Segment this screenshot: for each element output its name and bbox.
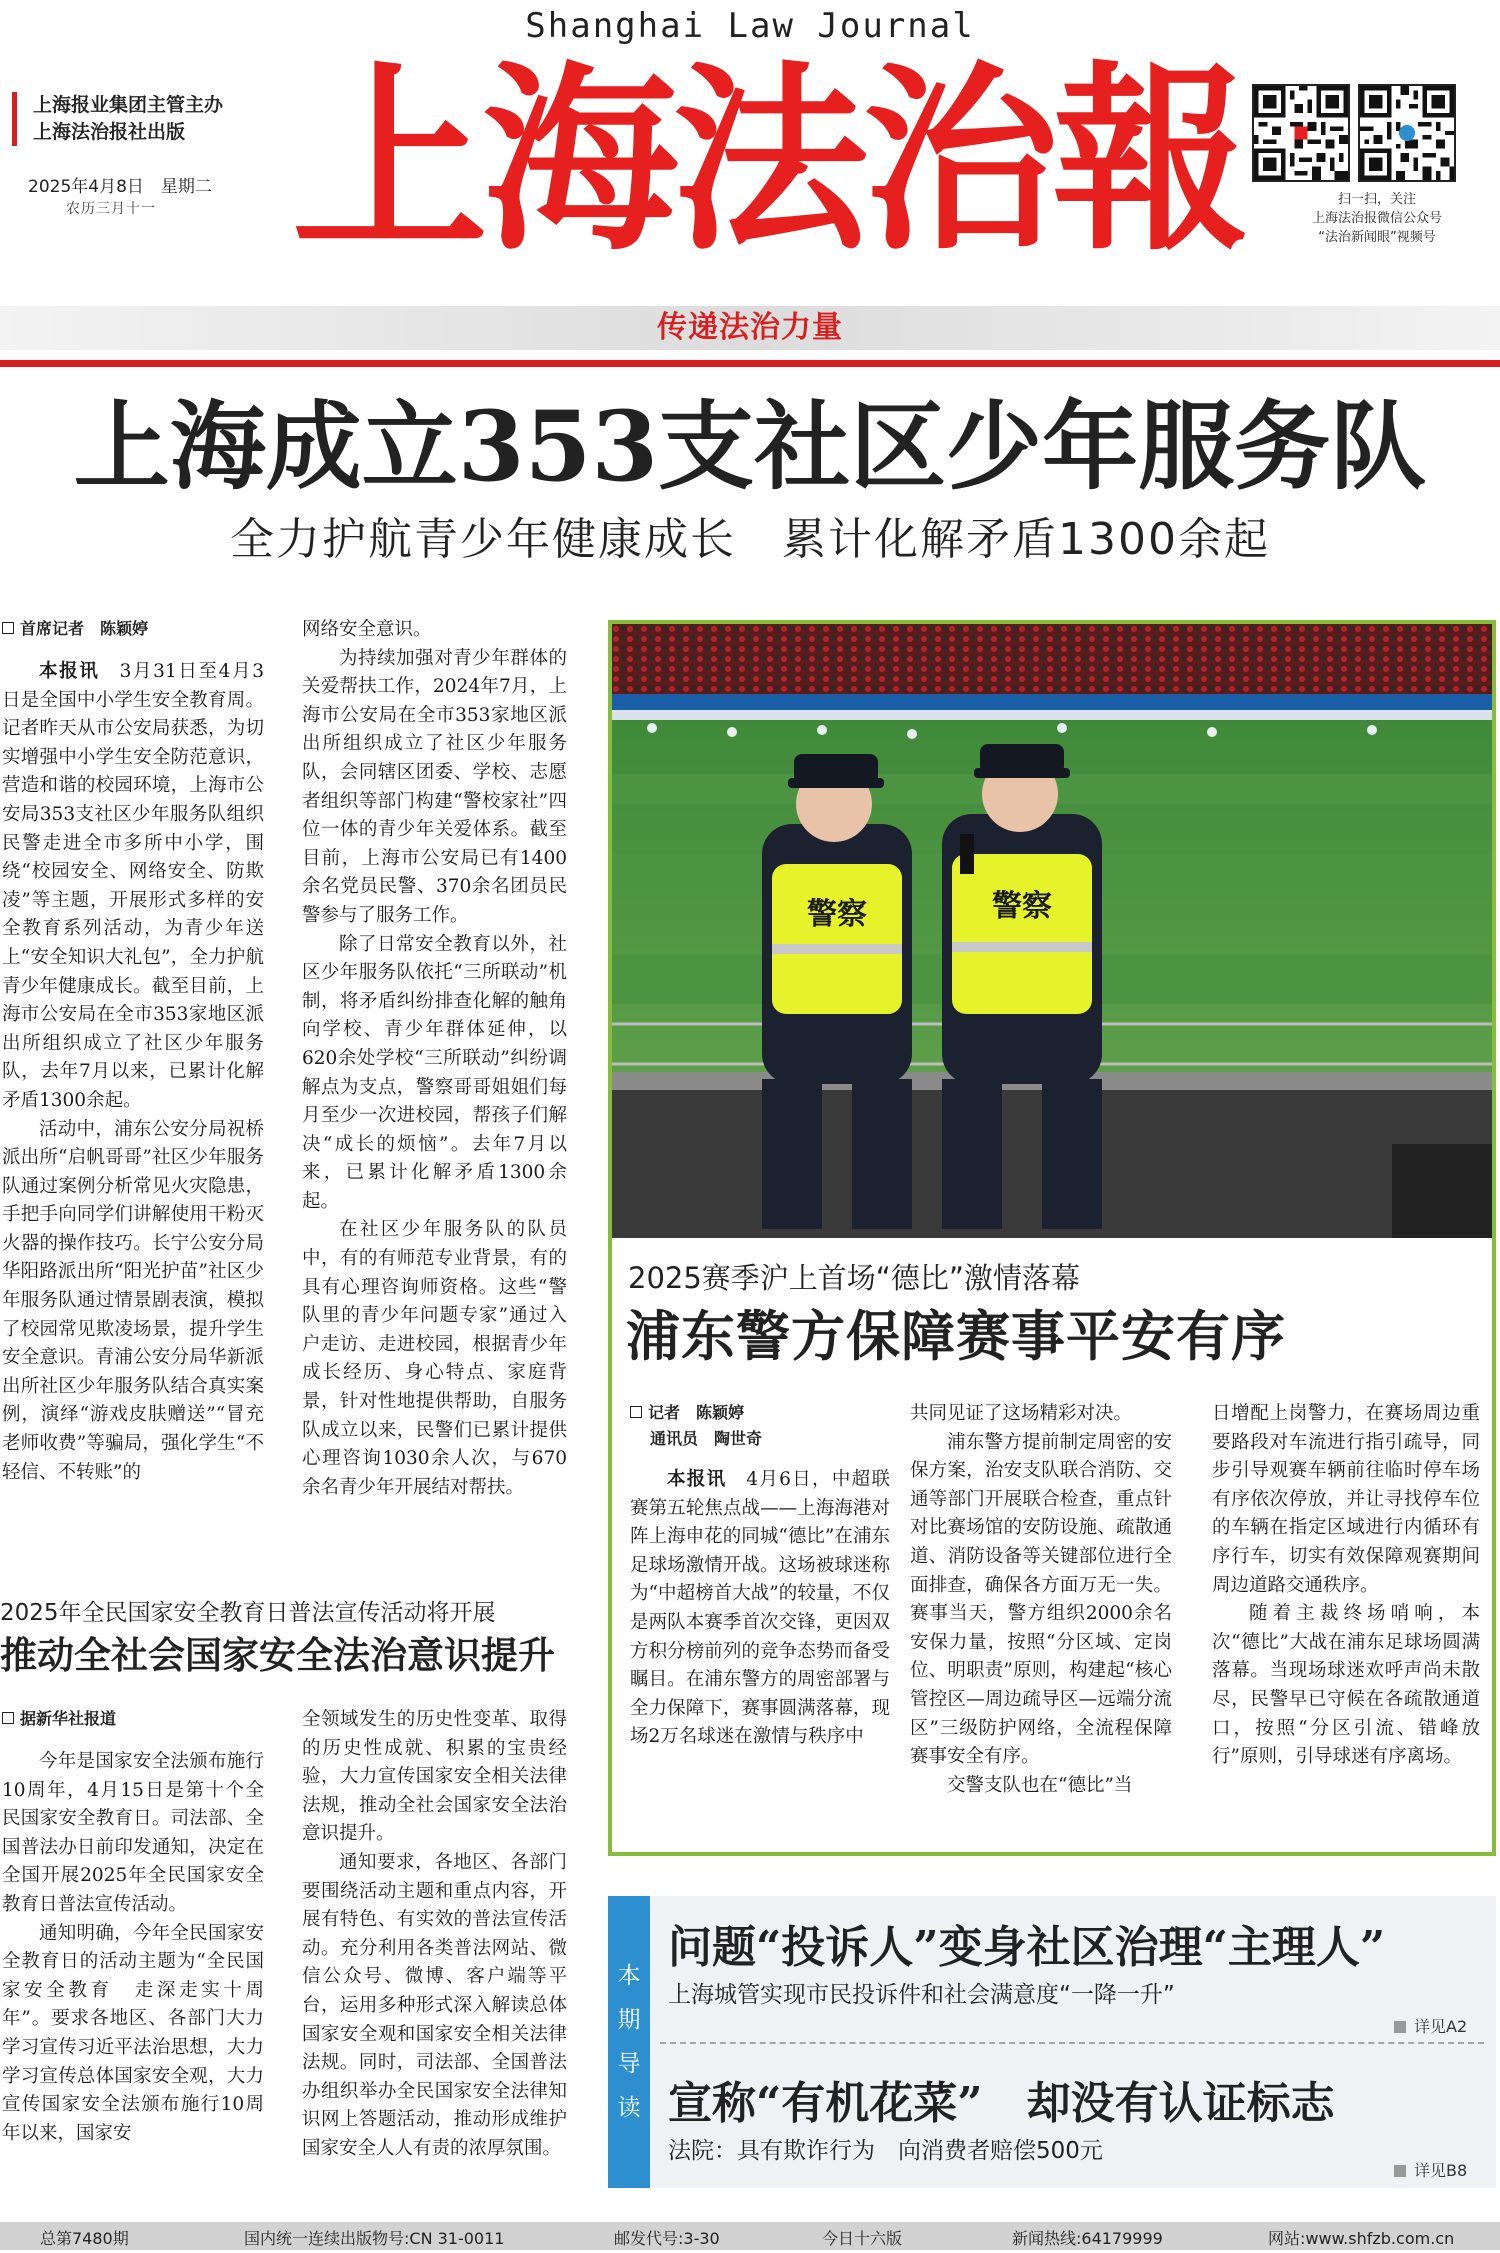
lead-story-column-2 (302, 616, 567, 1546)
qr-caption-line: 扫一扫，关注 (1337, 192, 1416, 207)
second-story-byline (2, 1706, 264, 1732)
vest-label: 警察 (992, 889, 1052, 924)
square-icon (1394, 2165, 1406, 2177)
byline-box-icon (2, 622, 14, 634)
byline-text: 记者 陈颖婷 (648, 1403, 745, 1422)
footer-bar (0, 2222, 1500, 2250)
byline-box-icon (630, 1406, 642, 1418)
second-story-column-2 (302, 1706, 567, 2206)
paragraph: 为持续加强对青少年群体的关爱帮扶工作，2024年7月，上海市公安局在全市353家地区派出所组织成立了社区少年服务队，会同辖区团委、学校、志愿者组织等部门构建“警校家社”四位一体的青少年关爱体系。截至目前，上海市公安局已有1400余名党员民警、370余名团员民警参与了服务工作。 (302, 647, 567, 926)
byline-box-icon (2, 1712, 14, 1724)
photo-story-byline-2: 通讯员 陶世奇 (650, 1429, 763, 1448)
photo-story-column-1 (630, 1400, 890, 1840)
preview-ref-text: 详见B8 (1414, 2161, 1468, 2180)
preview-item[interactable] (668, 1920, 1478, 2010)
lead-byline (2, 616, 264, 642)
paragraph: 浦东警方提前制定周密的安保方案，治安支队联合消防、交通等部门开展联合检查，重点针对比赛场馆的安防设施、疏散通道、消防设备等关键部位进行全面排查，确保各方面万无一失。赛事当天，警方组织2000余名安保力量，按照“分区域、定岗位、明职责”原则，构建起“核心管控区—周边疏导区—远端分流区”三级防护网络，全流程保障赛事安全有序。 (910, 1431, 1172, 1768)
paragraph: 交警支队也在“德比”当 (947, 1774, 1133, 1796)
paragraph: 通知要求，各地区、各部门要围绕活动主题和重点内容，开展有特色、有实效的普法宣传活动。充分利用各类普法网站、微信公众号、微博、客户端等平台，运用多种形式深入解读总体国家安全观和国家安全相关法律法规。同时，司法部、全国普法办组织举办全民国家安全法律知识网上答题活动，推动形成维护国家安全人人有责的浓厚氛围。 (302, 1851, 567, 2159)
preview-label-char: 读 (617, 2095, 641, 2121)
lead-headline: 上海成立353支社区少年服务队 (73, 390, 1427, 503)
paragraph: 随着主裁终场哨响，本次“德比”大战在浦东足球场圆满落幕。当现场球迷欢呼声尚未散尽，民警早已守候在各疏散通道口，按照“分区引流、错峰放行”原则，引导球迷有序离场。 (1212, 1603, 1480, 1768)
paragraph: 3月31日至4月3日是全国中小学生安全教育周。记者昨天从市公安局获悉，为切实增强中小学生安全防范意识，营造和谐的校园环境，上海市公安局353支社区少年服务队组织民警走进全市多所中小学，围绕“校园安全、网络安全、防欺凌”等主题，开展形式多样的安全教育系列活动，为青少年送上“安全知识大礼包”，全力护航青少年健康成长。截至目前，上海市公安局在全市353家地区派出所组织成立了社区少年服务队，去年7月以来，已累计化解矛盾1300余起。 (2, 661, 264, 1111)
paragraph: 全领域发生的历史性变革、取得的历史性成就、积累的宝贵经验，大力宣传国家安全相关法律法规，推动全社会国家安全法治意识提升。 (302, 1709, 567, 1845)
vest-label: 警察 (807, 897, 867, 932)
photo-story-column-2 (910, 1400, 1172, 1840)
qr-caption-line: 上海法治报微信公众号 (1311, 211, 1442, 226)
stadium-photo-illustration (612, 624, 1492, 1238)
lead-label: 本报讯 (667, 1469, 727, 1490)
lunar-date: 农历三月十一 (66, 201, 156, 217)
website[interactable]: 网站:www.shfzb.com.cn (1268, 2229, 1455, 2248)
preview-label-char: 导 (617, 2051, 641, 2077)
publisher-info (12, 92, 223, 146)
preview-item[interactable] (668, 2076, 1478, 2166)
byline-text: 首席记者 陈颖婷 (20, 619, 149, 638)
second-story-kicker: 2025年全民国家安全教育日普法宣传活动将开展 (0, 1600, 496, 1626)
lead-story-column-1 (2, 616, 264, 1546)
paragraph: 共同见证了这场精彩对决。 (910, 1403, 1133, 1424)
paragraph: 在社区少年服务队的队员中，有的有师范专业背景，有的具有心理咨询师资格。这些“警队里的青少年问题专家”通过入户走访、走进校园，根据青少年成长经历、身心特点、家庭背景，针对性地提供帮助，自服务队成立以来，民警们已累计提供心理咨询1030余人次，与670余名青少年开展结对帮扶。 (302, 1219, 567, 1498)
issue-number: 总第7480期 (40, 2229, 129, 2248)
photo-story-byline (630, 1400, 890, 1426)
preview-item-ref[interactable] (1394, 2014, 1467, 2037)
police-photo (612, 624, 1492, 1238)
photo-story-column-3 (1212, 1400, 1480, 1840)
preview-label (608, 1896, 650, 2188)
english-title: Shanghai Law Journal (525, 6, 975, 46)
qr-caption-line: “法治新闻眼”视频号 (1318, 230, 1436, 245)
publication-date: 2025年4月8日 星期二 (28, 177, 212, 197)
paragraph: 今年是国家安全法颁布施行10周年，4月15日是第十个全民国家安全教育日。司法部、全国普法办日前印发通知，决定在全国开展2025年全民国家安全教育日普法宣传活动。 (2, 1751, 264, 1915)
publisher-line-2: 上海法治报社出版 (33, 121, 186, 143)
preview-item-subtitle: 法院：具有欺诈行为 向消费者赔偿500元 (668, 2138, 1103, 2164)
paragraph: 网络安全意识。 (302, 619, 432, 640)
newspaper-title-logo: 上海法治報 (292, 43, 1243, 278)
news-hotline: 新闻热线:64179999 (1012, 2229, 1163, 2248)
byline-text: 据新华社报道 (20, 1709, 117, 1728)
slogan: 传递法治力量 (657, 310, 843, 345)
preview-item-subtitle: 上海城管实现市民投诉件和社会满意度“一降一升” (668, 1982, 1175, 2008)
preview-label-char: 本 (617, 1963, 641, 1989)
masthead-divider (0, 360, 1500, 367)
paragraph: 通知明确，今年全民国家安全教育日的活动主题为“全民国家安全教育 走深走实十周年”。要求各地区、各部门大力学习宣传习近平法治思想，大力学习宣传总体国家安全观，大力宣传国家安全法颁布施行10周年以来，国家安 (2, 1922, 264, 2144)
second-story-headline: 推动全社会国家安全法治意识提升 (0, 1633, 555, 1677)
photo-story-kicker: 2025赛季沪上首场“德比”激情落幕 (628, 1261, 1080, 1295)
video-channel-qr-code[interactable] (1358, 84, 1456, 182)
page-count: 今日十六版 (822, 2229, 903, 2248)
preview-item-ref[interactable] (1394, 2158, 1467, 2181)
qr-code-icon (1254, 86, 1348, 180)
lead-label: 本报讯 (39, 661, 100, 682)
publisher-line-1: 上海报业集团主管主办 (33, 94, 224, 116)
qr-caption (1262, 190, 1492, 247)
preview-divider (660, 2042, 1484, 2044)
preview-ref-text: 详见A2 (1414, 2017, 1468, 2036)
wechat-qr-code[interactable] (1252, 84, 1350, 182)
square-icon (1394, 2021, 1406, 2033)
paragraph: 4月6日，中超联赛第五轮焦点战——上海海港对阵上海申花的同城“德比”在浦东足球场激情开战。这场被球迷称为“中超榜首大战”的较量，不仅是两队本赛季首次交锋，更因双方积分榜前列的竞争态势而备受瞩目。在浦东警方的周密部署与全力保障下，赛事圆满落幕，现场2万名球迷在激情与秩序中 (630, 1469, 890, 1748)
paragraph: 除了日常安全教育以外，社区少年服务队依托“三所联动”机制，将矛盾纠纷排查化解的触角向学校、青少年群体延伸，以620余处学校“三所联动”纠纷调解点为支点，警察哥哥姐姐们每月至少一次进校园，帮孩子们解决“成长的烦恼”。去年7月以来，已累计化解矛盾1300余起。 (302, 933, 567, 1212)
cn-number: 国内统一连续出版物号:CN 31-0011 (244, 2229, 505, 2248)
lead-subheadline: 全力护航青少年健康成长 累计化解矛盾1300余起 (230, 514, 1270, 565)
photo-story-headline: 浦东警方保障赛事平安有序 (626, 1304, 1286, 1368)
preview-item-title[interactable]: 宣称“有机花菜” 却没有认证标志 (668, 2078, 1335, 2129)
paragraph: 日增配上岗警力，在赛场周边重要路段对车流进行指引疏导，同步引导观赛车辆前往临时停车场有序依次停放，并让寻找停车位的车辆在指定区域进行内循环有序行车，切实有效保障观赛期间周边道路交通秩序。 (1212, 1403, 1480, 1596)
paragraph: 活动中，浦东公安分局祝桥派出所“启帆哥哥”社区少年服务队通过案例分析常见火灾隐患，手把手向同学们讲解使用干粉灭火器的操作技巧。长宁公安分局华阳路派出所“阳光护苗”社区少年服务队通过情景剧表演，模拟了校园常见欺凌场景，提升学生安全意识。青浦公安分局华新派出所社区少年服务队结合真实案例，演绎“游戏皮肤赠送”“冒充老师收费”等骗局，强化学生“不轻信、不转账”的 (2, 1118, 264, 1483)
postal-code: 邮发代号:3-30 (614, 2229, 720, 2248)
qr-code-icon (1360, 86, 1454, 180)
preview-label-char: 期 (617, 2007, 641, 2033)
preview-item-title[interactable]: 问题“投诉人”变身社区治理“主理人” (668, 1922, 1386, 1973)
second-story-column-1 (2, 1706, 264, 2206)
